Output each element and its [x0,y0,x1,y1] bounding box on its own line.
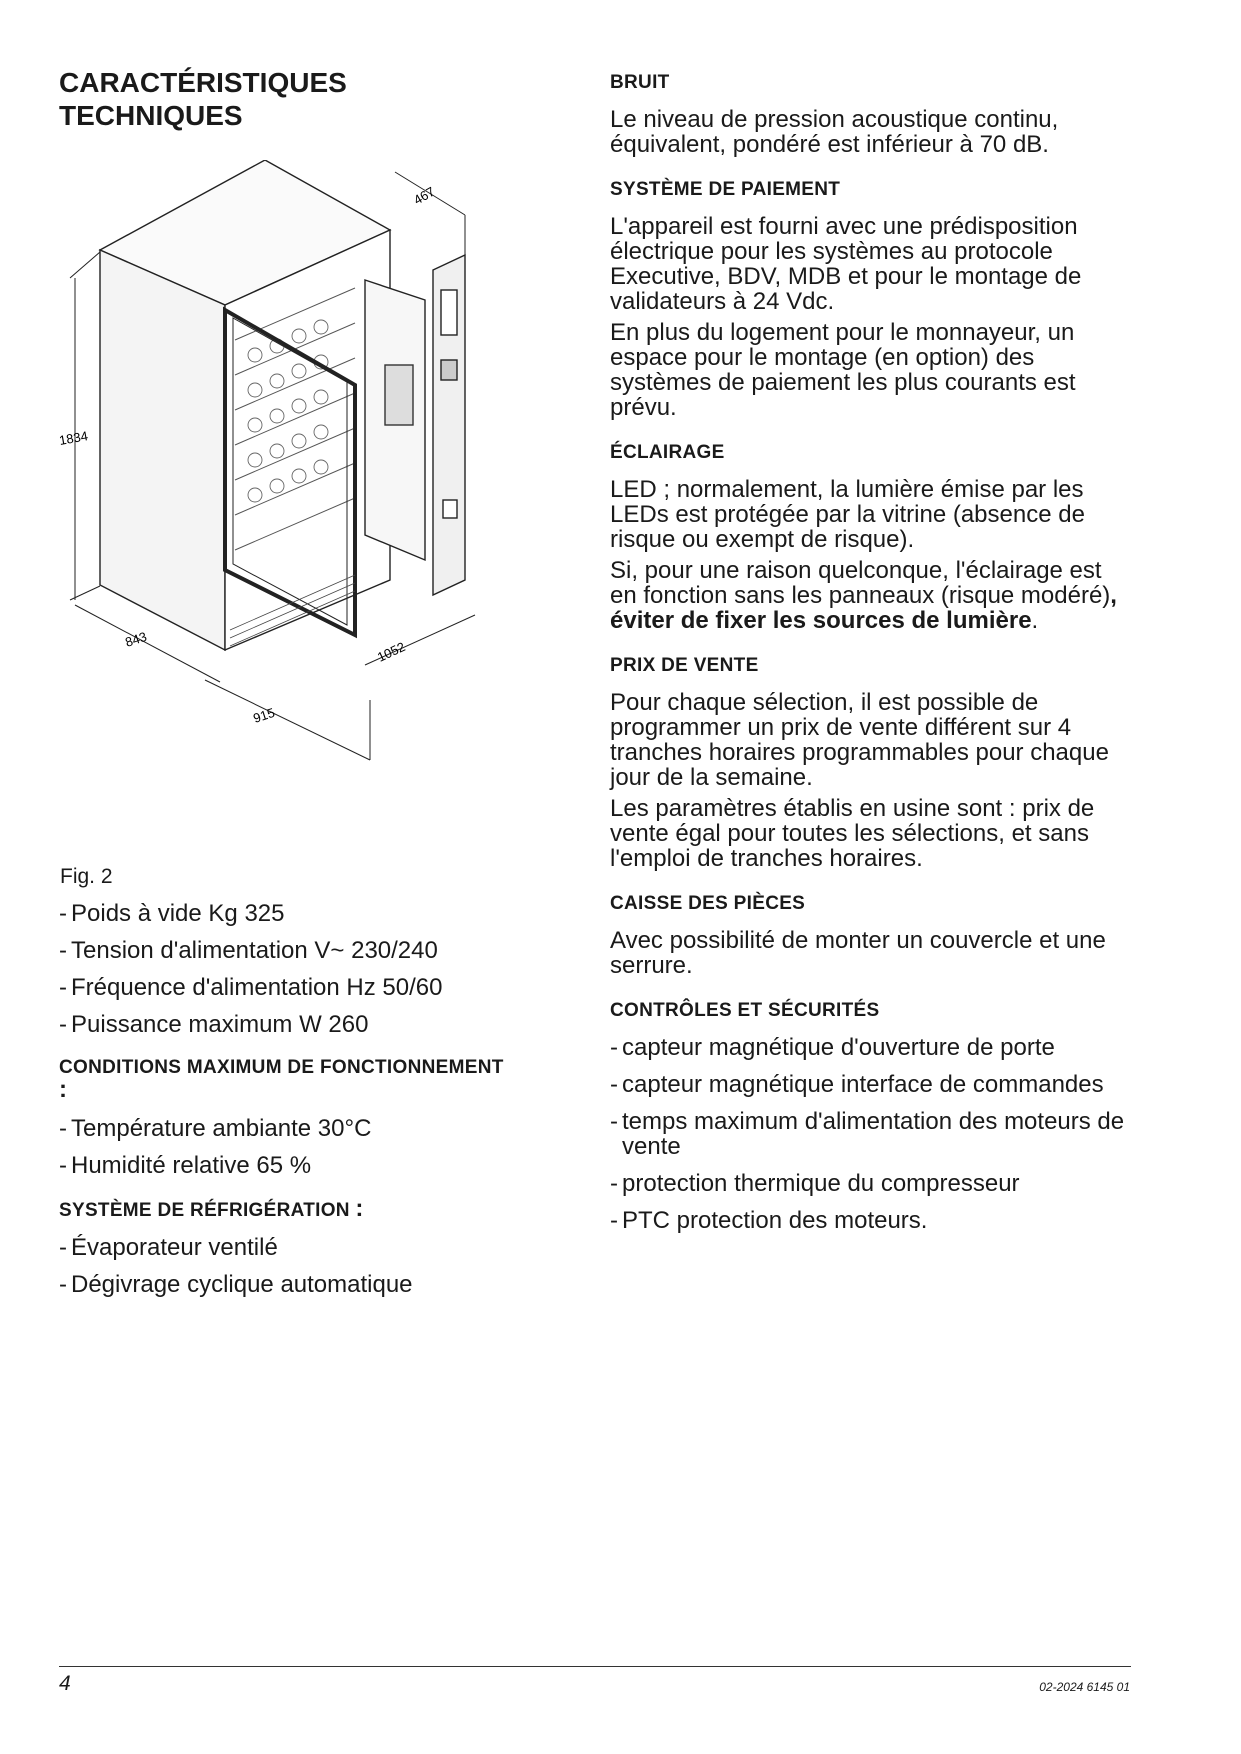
section-eclairage [610,442,1130,633]
vending-machine-drawing [55,160,560,860]
dim-label-door-open: 1052 [374,638,408,665]
dim-label-height: 1834 [57,428,90,448]
section-heading: CAISSE DES PIÈCES [610,893,806,914]
section-heading: SYSTÈME DE PAIEMENT [610,179,841,200]
paragraph: L'appareil est fourni avec une prédisposition électrique pour les systèmes au protocole Executive, BDV, MDB et pour le montage de validateurs à 24 Vdc. [610,213,1082,315]
dim-label-depth: 843 [123,628,149,650]
section-controles [610,1000,1130,1233]
section-caisse [610,893,1130,978]
list-item: - Poids à vide Kg 325 [59,900,579,928]
paragraph: LED ; normalement, la lumière émise par les LEDs est protégée par la vitrine (absence de risque ou exempt de risque). [610,476,1085,553]
section-paiement [610,179,1130,420]
warning-text: , éviter de fixer les sources de lumière [610,582,1117,634]
list-item: - PTC protection des moteurs. [610,1208,1130,1233]
footer-divider [59,1666,1131,1667]
figure-caption: Fig. 2 [60,865,113,888]
dim-label-door-depth: 467 [411,183,438,208]
dim-label-width: 915 [251,704,277,726]
conditions-heading: CONDITIONS MAXIMUM DE FONCTIONNEMENT : [59,1057,504,1103]
list-item: - protection thermique du compresseur [610,1171,1130,1196]
page-number: 4 [59,1672,71,1695]
title-line-1: CARACTÉRISTIQUES [59,67,347,98]
left-column [59,900,579,1308]
list-item: - Évaporateur ventilé [59,1234,579,1262]
section-prix [610,655,1130,871]
section-bruit [610,72,1130,157]
list-item: - Dégivrage cyclique automatique [59,1271,579,1299]
section-heading: ÉCLAIRAGE [610,442,725,463]
paragraph: En plus du logement pour le monnayeur, un espace pour le montage (en option) des systèmes de paiement les plus courants est prévu. [610,319,1076,421]
paragraph: Le niveau de pression acoustique continu, équivalent, pondéré est inférieur à 70 dB. [610,106,1059,158]
list-item: - capteur magnétique d'ouverture de porte [610,1035,1130,1060]
specs-list [59,900,579,1039]
list-item: - temps maximum d'alimentation des moteurs de vente [610,1109,1130,1159]
vending-machine-svg [55,160,560,860]
refrigeration-heading: SYSTÈME DE RÉFRIGÉRATION : [59,1195,364,1222]
title-line-2: TECHNIQUES [59,100,243,131]
document-code: 02-2024 6145 01 [1039,1680,1130,1694]
paragraph: Avec possibilité de monter un couvercle et une serrure. [610,927,1106,979]
page-title [59,66,347,132]
conditions-list [59,1115,579,1180]
list-item: - Tension d'alimentation V~ 230/240 [59,937,579,965]
list-item: - Puissance maximum W 260 [59,1011,579,1039]
list-item: - Température ambiante 30°C [59,1115,579,1143]
section-heading: BRUIT [610,72,670,93]
controls-list [610,1035,1130,1233]
refrigeration-list [59,1234,579,1299]
section-heading: PRIX DE VENTE [610,655,759,676]
dim-line-width [205,680,370,760]
paragraph: Si, pour une raison quelconque, l'éclairage est en fonction sans les panneaux (risque modéré), éviter de fixer les sources de lumière. [610,557,1117,634]
right-column [610,72,1130,1255]
list-item: - capteur magnétique interface de commandes [610,1072,1130,1097]
cabinet-side [100,250,225,650]
section-heading: CONTRÔLES ET SÉCURITÉS [610,1000,880,1021]
list-item: - Humidité relative 65 % [59,1152,579,1180]
paragraph: Les paramètres établis en usine sont : prix de vente égal pour toutes les sélections, et sans l'emploi de tranches horaires. [610,795,1095,872]
paragraph: Pour chaque sélection, il est possible de programmer un prix de vente différent sur 4 tranches horaires programmables pour chaque jour de la semaine. [610,689,1109,791]
list-item: - Fréquence d'alimentation Hz 50/60 [59,974,579,1002]
